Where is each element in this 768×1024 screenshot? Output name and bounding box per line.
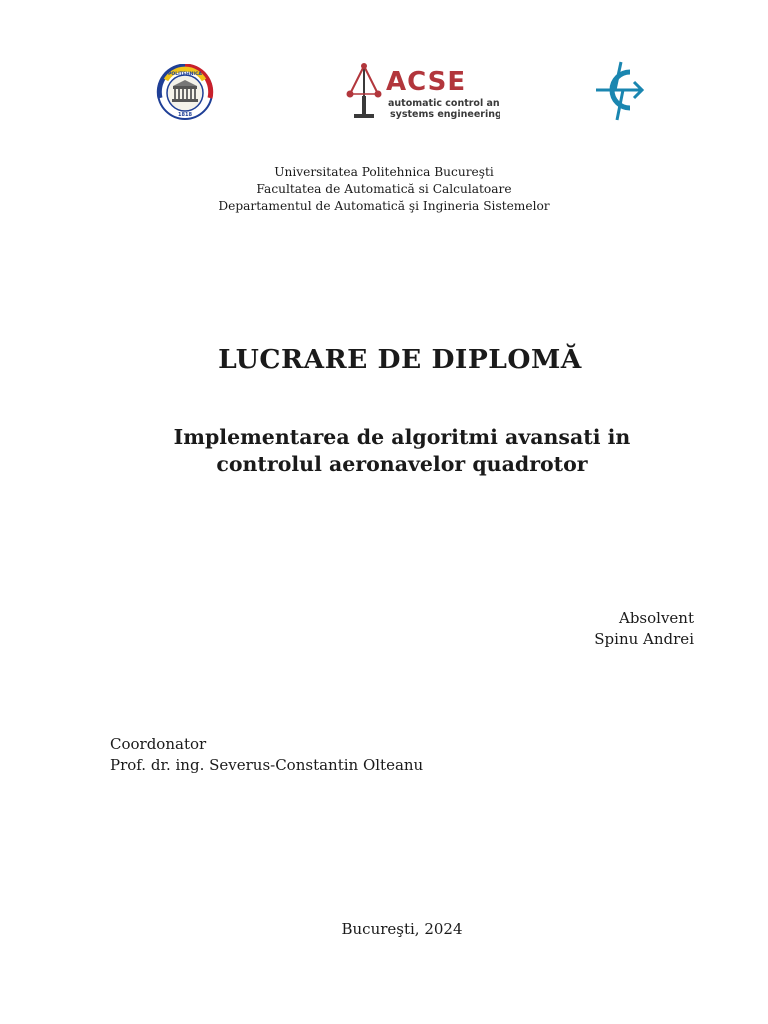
subtitle-line-2: controlul aeronavelor quadrotor	[216, 452, 588, 476]
upb-logo	[152, 64, 218, 120]
author-block	[594, 608, 694, 650]
thesis-subtitle	[0, 424, 768, 478]
automatica-calculatoare-emblem-icon	[590, 60, 648, 124]
coordinator-name: Prof. dr. ing. Severus-Constantin Olteanu	[110, 756, 424, 774]
upb-ring-text: POLITEHNICA	[168, 72, 202, 77]
department-name: Departamentul de Automatică şi Ingineria Sistemelor	[218, 199, 550, 213]
document-title: LUCRARE DE DIPLOMĂ	[218, 344, 582, 375]
faculty-name: Facultatea de Automatică si Calculatoare	[256, 182, 512, 196]
acse-mechanism-icon	[340, 60, 500, 124]
politehnica-seal-icon	[152, 64, 218, 120]
acse-logo	[340, 60, 500, 124]
place-year: Bucureşti, 2024	[341, 920, 463, 938]
acse-tagline-1: automatic control and	[388, 98, 500, 109]
coordinator-label: Coordonator	[110, 735, 207, 753]
acse-tagline-2: systems engineering	[390, 109, 500, 120]
ac-logo	[590, 60, 648, 124]
subtitle-line-1: Implementarea de algoritmi avansati in	[173, 425, 631, 449]
university-name: Universitatea Politehnica Bucureşti	[274, 165, 494, 179]
upb-year: 1818	[178, 112, 192, 118]
author-label: Absolvent	[619, 609, 694, 627]
coordinator-block	[110, 734, 423, 776]
acse-name: ACSE	[386, 67, 467, 97]
institution-block	[0, 164, 768, 215]
author-name: Spinu Andrei	[594, 630, 694, 648]
